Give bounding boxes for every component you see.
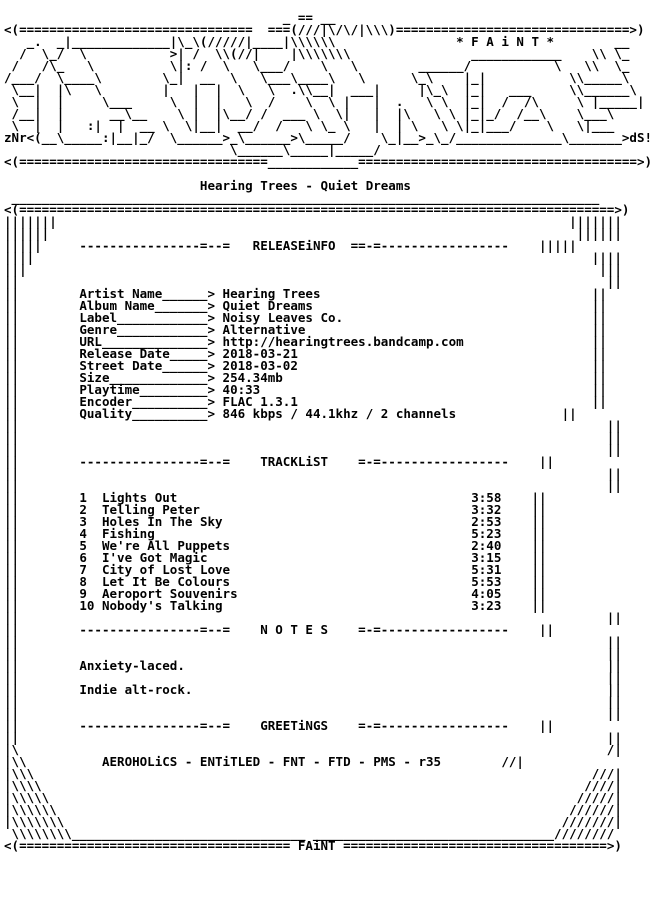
track-row: 5 We're All Puppets 2:40: [79, 538, 502, 553]
track-row: 3 Holes In The Sky 2:53: [79, 514, 502, 529]
field-value-label: Noisy Leaves Co.: [222, 310, 344, 325]
track-row: 8 Let It Be Colours 5:53: [79, 574, 502, 589]
notes-line: Anxiety-laced.: [79, 658, 185, 673]
field-value-artist: Hearing Trees: [222, 286, 321, 301]
field-value-genre: Alternative: [222, 322, 306, 337]
field-label-album: Album Name: [79, 298, 155, 313]
field-label-label: Label: [79, 310, 118, 325]
field-value-street-date: 2018-03-02: [222, 358, 298, 373]
field-value-url[interactable]: http://hearingtrees.bandcamp.com: [222, 334, 464, 349]
greetings-line: AEROHOLiCS - ENTiTLED - FNT - FTD - PMS - r35: [101, 754, 442, 769]
field-label-url: URL: [79, 334, 102, 349]
section-title-greetings: GREETiNGS: [260, 718, 329, 733]
field-label-encoder: Encoder: [79, 394, 133, 409]
footer-tag: FAiNT: [297, 838, 336, 853]
track-row: 2 Telling Peter 3:32: [79, 502, 502, 517]
field-label-release-date: Release Date: [79, 346, 170, 361]
track-row: 1 Lights Out 3:58: [79, 490, 502, 505]
notes-line: Indie alt-rock.: [79, 682, 193, 697]
section-title-tracklist: TRACKLiST: [260, 454, 329, 469]
release-header-line: Hearing Trees - Quiet Dreams: [199, 178, 411, 193]
ascii-logo-art: _ == __ <(=============================== ===(///|\/\/|\\\)===============================>) _. _|_____________|\_\(/////|____|\\\\\\ * F A i N T * __ / \_/ \ >| / \\(//| |\\\\\\\ ____________ \\ \_ / /\_ \ \|: / \ \___/ \ \ ______/ \ \\ \_ /___/ \____\ \_| __ \ \___\____\ \ \_\ |_| \\_____\ \__| |\ \ | | | \ \ .\\__| ___| |\_\ |_| ___ \\______\ \ | | \___ \ | | \ / \ \ | | . \ \ |_| / /\ \ |_____| /__| | __\__ \ | |\__/ / ___ \ \| | |\ \ \ |_|_/ /__\ \___\ \ | | :| | __ \ \|__| __/ / \ \_ \ | | \ \ \|_|___/ \ \|___ zNr<(__\_____:|__|_/ \______>_\______>\_____/ \_|__>_\_/______________\_______>dS! \______\_____|_____/ <(=================================____________=====================================>): [4, 10, 653, 169]
section-title-releaseinfo: RELEASEiNFO: [252, 238, 336, 253]
track-row: 7 City of Lost Love 5:31: [79, 562, 502, 577]
field-label-artist: Artist Name: [79, 286, 163, 301]
track-row: 6 I've Got Magic 3:15: [79, 550, 502, 565]
track-row: 9 Aeroport Souvenirs 4:05: [79, 586, 502, 601]
field-label-genre: Genre: [79, 322, 118, 337]
nfo-document: _ == __ <(=============================== ===(///|\/\/|\\\)===============================>) _. _|_____________|\_\(/////|____|\\\\\\ * F A i N T * __ / \_/ \ >| / \\(//| |\\\\\\\ ____________ \\ \_ / /\_ \ \|: / \ \___/ \ \ ______/ \ \\ \_ /___/ \____\ \_| __ \ \___\____\ \ \_\ |_| \\_____\ \__| |\ \ | | | \ \ .\\__| ___| |\_\ |_| ___ \\______\ \ | | \___ \ | | \ / \ \ | | . \ \ |_| / /\ \ |_____| /__| | __\__ \ | |\__/ / ___ \ \| | |\ \ \ |_|_/ /__\ \___\ \ | | :| | __ \ \|__| __/ / \ \_ \ | | \ \ \|_|___/ \ \|___ zNr<(__\_____:|__|_/ \______>_\______>\_____/ \_|__>_\_/______________\_______>dS! \______\_____|_____/ <(=================================____________=====================================>) Hearing Trees - Quiet Dreams ______________________________________________________________________________ <(===============================================================================>) ||||||| ||||||| |||||| |||||| ||||| ----------------=--= RELEASEiNFO ==-=----------------- ||||| |||| |||| ||| ||| || || || Artist Name______> Hearing Trees || || Album Name_______> Quiet Dreams || || Label____________> Noisy Leaves Co. || || Genre____________> Alternative || || URL______________> http://hearingtrees.bandcamp.com || || Release Date_____> 2018-03-21 || || Street Date______> 2018-03-02 || || Size_____________> 254.34mb || || Playtime_________> 40:33 || || Encoder__________> FLAC 1.3.1 || || Quality__________> 846 kbps / 44.1khz / 2 channels || || || || || || || || ----------------=--= TRACKLiST =-=----------------- || || || || || || 1 Lights Out 3:58 || || 2 Telling Peter 3:32 || || 3 Holes In The Sky 2:53 || || 4 Fishing 5:23 || || 5 We're All Puppets 2:40 || || 6 I've Got Magic 3:15 || || 7 City of Lost Love 5:31 || || 8 Let It Be Colours 5:53 || || 9 Aeroport Souvenirs 4:05 || || 10 Nobody's Talking 3:23 || || || || ----------------=--= N O T E S =-=----------------- || || || || || || Anxiety-laced. || || || || Indie alt-rock. || || || || || || ----------------=--= GREETiNGS =-=----------------- || || || |\ /| |\\ AEROHOLiCS - ENTiTLED - FNT - FTD - PMS - r35 //| |\\\ ///| |\\\\ ////| |\\\\\ /////| |\\\\\\ //////| |\\\\\\\ ///////| \\\\\\\\_______________________________ ________________________________//////// <(==================================== FAiNT ===================================>): [4, 10, 653, 853]
field-value-size: 254.34mb: [222, 370, 283, 385]
field-value-album: Quiet Dreams: [222, 298, 313, 313]
field-value-encoder: FLAC 1.3.1: [222, 394, 298, 409]
field-label-size: Size: [79, 370, 110, 385]
field-label-street-date: Street Date: [79, 358, 163, 373]
field-label-playtime: Playtime: [79, 382, 140, 397]
field-value-release-date: 2018-03-21: [222, 346, 298, 361]
field-value-quality: 846 kbps / 44.1khz / 2 channels: [222, 406, 457, 421]
track-row: 10 Nobody's Talking 3:23: [79, 598, 502, 613]
track-row: 4 Fishing 5:23: [79, 526, 502, 541]
field-label-quality: Quality: [79, 406, 133, 421]
field-value-playtime: 40:33: [222, 382, 261, 397]
section-title-notes: N O T E S: [260, 622, 329, 637]
logo-group-name: * F A i N T *: [456, 34, 555, 49]
